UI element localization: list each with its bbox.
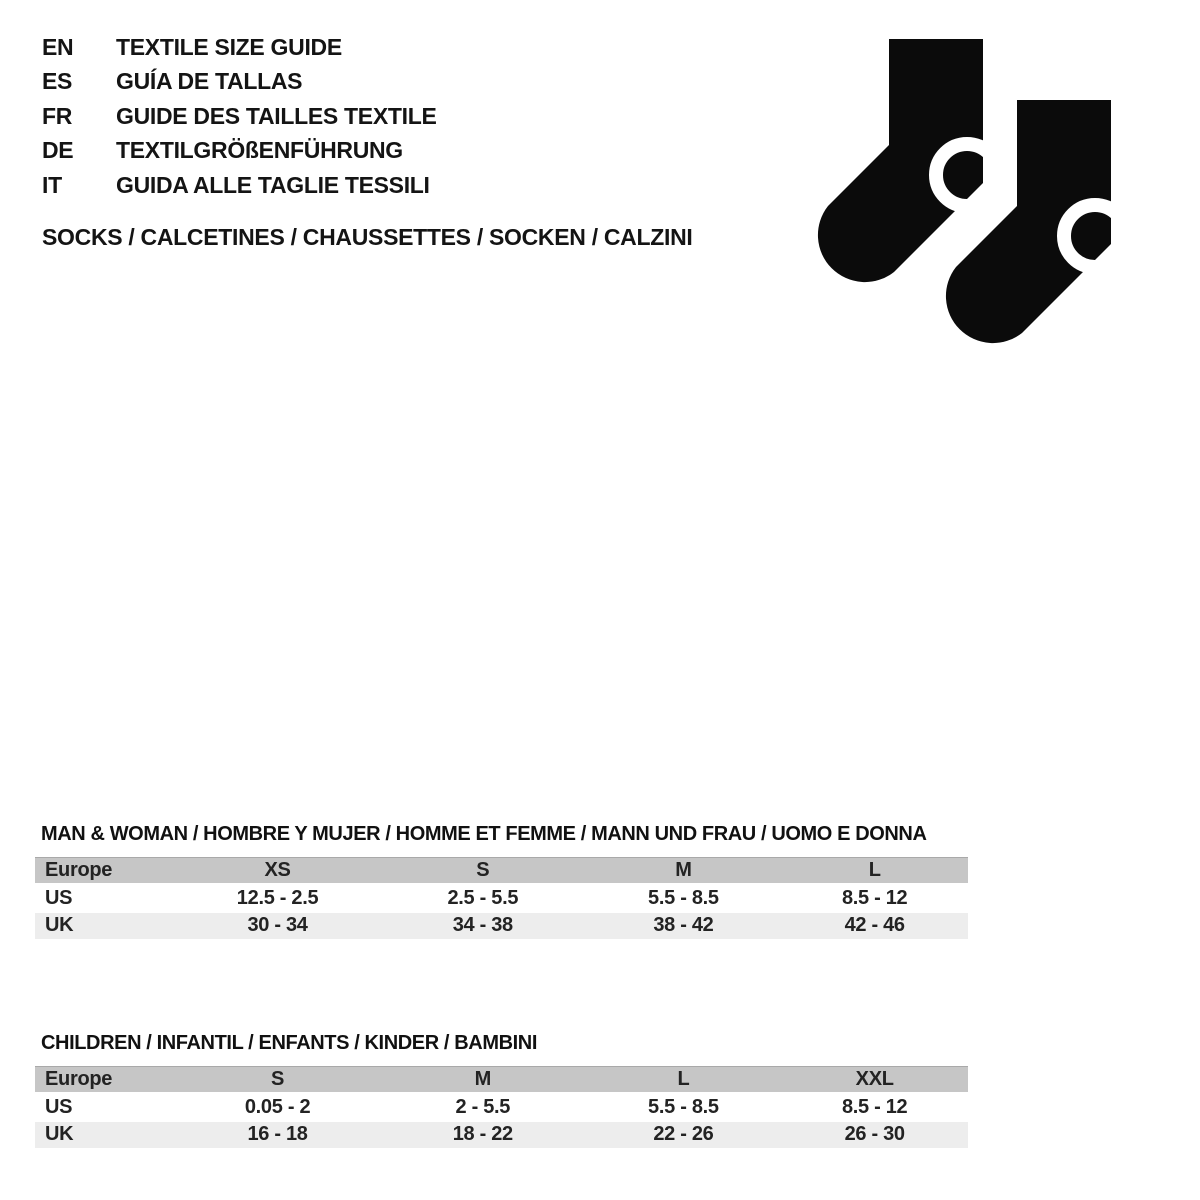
socks-icon xyxy=(814,38,1134,363)
column-header-m: M xyxy=(380,1067,585,1094)
size-value: 5.5 - 8.5 xyxy=(585,885,781,912)
column-header-s: S xyxy=(380,858,585,885)
table-title-children: CHILDREN / INFANTIL / ENFANTS / KINDER / BAMBINI xyxy=(41,1032,537,1054)
language-row-it xyxy=(42,168,437,203)
language-title-list xyxy=(42,30,437,203)
table-row-uk xyxy=(35,1121,968,1148)
size-table-children xyxy=(35,1066,968,1148)
column-header-xxl: XXL xyxy=(781,1067,968,1094)
column-header-m: M xyxy=(585,858,781,885)
column-header-s: S xyxy=(175,1067,380,1094)
size-value: 8.5 - 12 xyxy=(781,1094,968,1121)
size-value: 5.5 - 8.5 xyxy=(585,1094,781,1121)
size-value: 2.5 - 5.5 xyxy=(380,885,585,912)
size-value: 38 - 42 xyxy=(585,912,781,939)
size-table-section-man-woman xyxy=(35,822,968,939)
language-code: EN xyxy=(42,33,74,60)
language-code: DE xyxy=(42,137,74,164)
language-row-fr xyxy=(42,99,437,134)
size-table-man-woman xyxy=(35,857,968,939)
size-value: 18 - 22 xyxy=(380,1121,585,1148)
table-row-us xyxy=(35,885,968,912)
language-code: FR xyxy=(42,102,73,129)
table-row-us xyxy=(35,1094,968,1121)
language-row-en xyxy=(42,30,437,65)
size-value: 2 - 5.5 xyxy=(380,1094,585,1121)
size-value: 42 - 46 xyxy=(781,912,968,939)
column-header-l: L xyxy=(781,858,968,885)
table-row-uk xyxy=(35,912,968,939)
size-value: 0.05 - 2 xyxy=(175,1094,380,1121)
row-label-uk: UK xyxy=(35,912,175,939)
sock-shape-left xyxy=(818,39,983,282)
guide-title-es: GUÍA DE TALLAS xyxy=(116,68,303,95)
column-header-xs: XS xyxy=(175,858,380,885)
size-value: 16 - 18 xyxy=(175,1121,380,1148)
table-title-man-woman: MAN & WOMAN / HOMBRE Y MUJER / HOMME ET FEMME / MANN UND FRAU / UOMO E DONNA xyxy=(41,823,927,845)
guide-title-it: GUIDA ALLE TAGLIE TESSILI xyxy=(116,171,430,198)
size-value: 8.5 - 12 xyxy=(781,885,968,912)
language-code: ES xyxy=(42,68,73,95)
size-value: 22 - 26 xyxy=(585,1121,781,1148)
guide-title-en: TEXTILE SIZE GUIDE xyxy=(116,33,342,60)
language-code: IT xyxy=(42,171,62,198)
row-label-uk: UK xyxy=(35,1121,175,1148)
size-table-section-children xyxy=(35,1031,968,1148)
language-row-es xyxy=(42,65,437,100)
guide-title-fr: GUIDE DES TAILLES TEXTILE xyxy=(116,102,437,129)
guide-title-de: TEXTILGRÖßENFÜHRUNG xyxy=(116,137,403,164)
language-row-de xyxy=(42,134,437,169)
table-header-row xyxy=(35,858,968,885)
size-value: 12.5 - 2.5 xyxy=(175,885,380,912)
row-label-us: US xyxy=(35,1094,175,1121)
size-value: 30 - 34 xyxy=(175,912,380,939)
column-header-europe: Europe xyxy=(35,858,175,885)
size-value: 26 - 30 xyxy=(781,1121,968,1148)
size-value: 34 - 38 xyxy=(380,912,585,939)
row-label-us: US xyxy=(35,885,175,912)
category-title: SOCKS / CALCETINES / CHAUSSETTES / SOCKEN / CALZINI xyxy=(42,224,693,250)
column-header-europe: Europe xyxy=(35,1067,175,1094)
table-header-row xyxy=(35,1067,968,1094)
column-header-l: L xyxy=(585,1067,781,1094)
